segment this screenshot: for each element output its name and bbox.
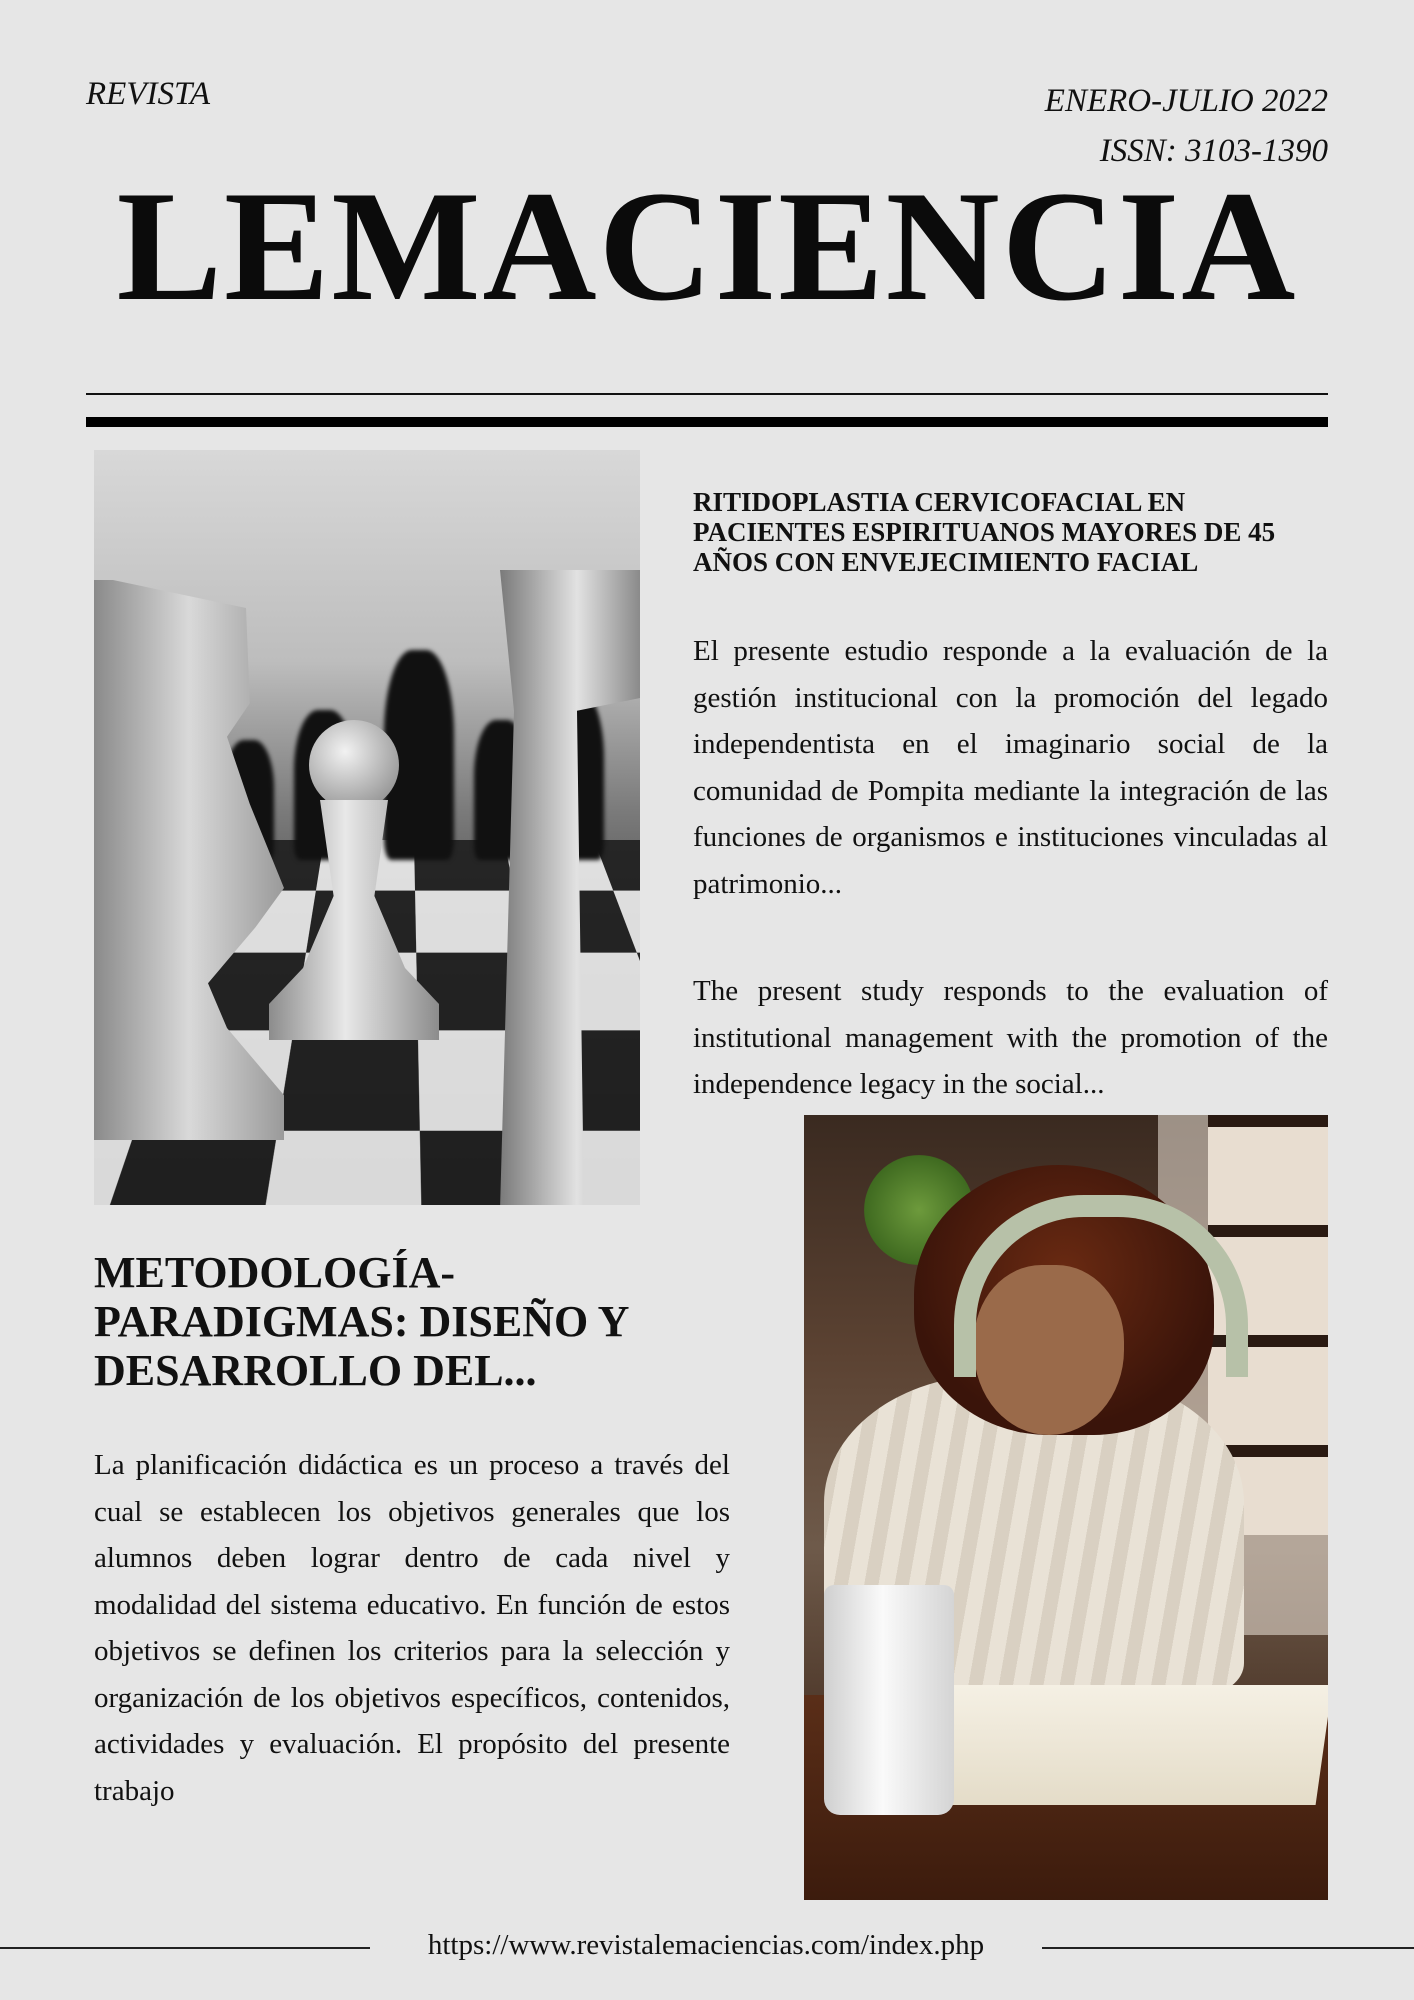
pawn-piece <box>269 720 439 1040</box>
chess-photo <box>94 450 640 1205</box>
student-photo <box>804 1115 1328 1900</box>
article-title[interactable]: RITIDOPLASTIA CERVICOFACIAL EN PACIENTES ESPIRITUANOS MAYORES DE 45 AÑOS CON ENVEJECIMIENTO FACIAL <box>693 487 1276 577</box>
footer-url-link[interactable]: https://www.revistalemaciencias.com/index.php <box>427 1929 985 1961</box>
magazine-kicker: REVISTA <box>86 76 211 112</box>
coffee-cup-shape <box>824 1585 954 1815</box>
footer-rule-right <box>1042 1947 1414 1949</box>
issue-date: ENERO-JULIO 2022 <box>1044 83 1328 119</box>
article-body: La planificación didáctica es un proceso a través del cual se establecen los objetivos generales que los alumnos deben lograr dentro de cada nivel y modalidad del sistema educativo. En función de estos objetivos se definen los criterios para la selección y organización de los objetivos específicos, contenidos, actividades y evaluación. El propósito del presente trabajo <box>94 1449 730 1807</box>
abstract-spanish: El presente estudio responde a la evaluación de la gestión institucional con la promoción del legado independentista en el imaginario social de la comunidad de Pompita mediante la integración de las funciones de organismos e instituciones vinculadas al patrimonio... <box>693 635 1328 900</box>
abstract-english: The present study responds to the evaluation of institutional management with the promotion of the independence legacy in the social... <box>693 975 1328 1100</box>
masthead-title: LEMACIENCIA <box>116 159 1298 334</box>
divider-thick <box>86 417 1328 427</box>
article-title[interactable]: METODOLOGÍA-PARADIGMAS: DISEÑO Y DESARROLLO DEL... <box>94 1248 628 1395</box>
footer-rule-left <box>0 1947 370 1949</box>
issn-label: ISSN: 3103-1390 <box>1099 133 1328 169</box>
book-shape <box>936 1685 1328 1805</box>
divider-thin <box>86 393 1328 395</box>
